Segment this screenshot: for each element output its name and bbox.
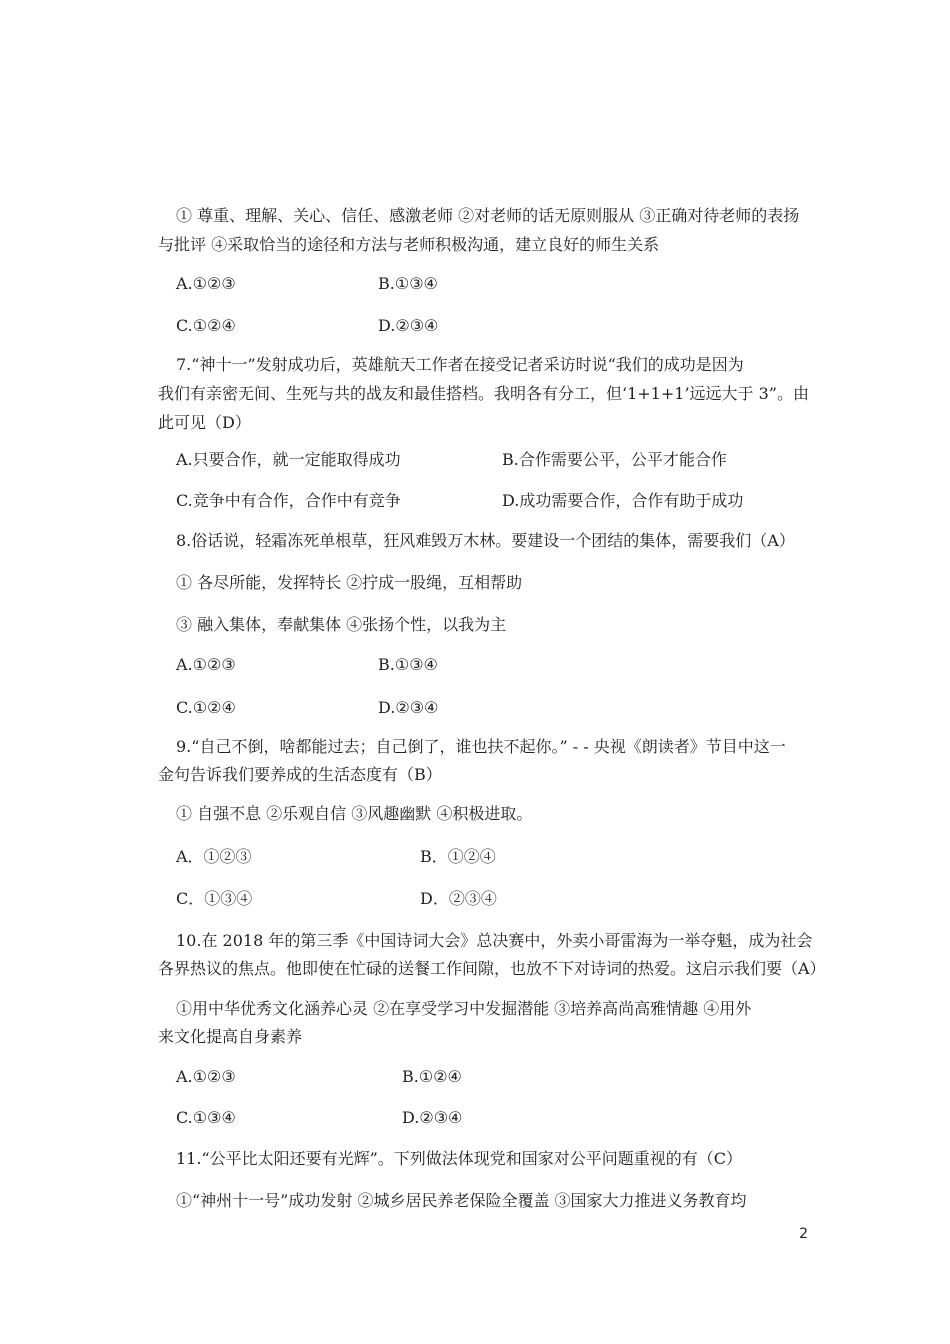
q10-option-b: B.①②④	[402, 1067, 462, 1086]
q9-option-a: A．①②③	[176, 847, 252, 866]
q7-option-b: B.合作需要公平，公平才能合作	[502, 450, 727, 469]
q7-question-line-1: 7.“神十一”发射成功后，英雄航天工作者在接受记者采访时说“我们的成功是因为	[176, 355, 744, 374]
q7-question-line-2: 我们有亲密无间、生死与共的战友和最佳搭档。我明各有分工，但‘1+1+1’远远大于 3”。由	[158, 384, 809, 403]
q8-option-a: A.①②③	[176, 655, 236, 674]
q9-question-line-1: 9.“自己不倒，啥都能过去；自己倒了，谁也扶不起你。” - - 央视《朗读者》节目中这一	[176, 737, 786, 756]
q6-option-a: A.①②③	[176, 274, 236, 293]
q8-statement-2: ③ 融入集体，奉献集体 ④张扬个性，以我为主	[176, 615, 507, 634]
q11-statement-1: ①“神州十一号”成功发射 ②城乡居民养老保险全覆盖 ③国家大力推进义务教育均	[176, 1191, 747, 1210]
q7-question-line-3: 此可见（D）	[158, 413, 251, 432]
q6-statement-line-1: ① 尊重、理解、关心、信任、感激老师 ②对老师的话无原则服从 ③正确对待老师的表扬	[176, 206, 800, 225]
q11-question-line-1: 11.“公平比太阳还要有光辉”。下列做法体现党和国家对公平问题重视的有（C）	[176, 1149, 743, 1168]
q9-statement-1: ① 自强不息 ②乐观自信 ③风趣幽默 ④积极进取。	[176, 804, 533, 823]
q10-option-c: C.①③④	[176, 1108, 236, 1127]
q9-option-d: D．②③④	[420, 889, 497, 908]
q8-option-c: C.①②④	[176, 698, 236, 717]
q8-statement-1: ① 各尽所能，发挥特长 ②拧成一股绳，互相帮助	[176, 573, 523, 592]
q10-option-d: D.②③④	[402, 1108, 463, 1127]
q7-option-c: C.竞争中有合作，合作中有竞争	[176, 491, 401, 510]
q6-statement-line-2: 与批评 ④采取恰当的途径和方法与老师积极沟通，建立良好的师生关系	[158, 235, 660, 254]
q9-option-b: B．①②④	[420, 847, 496, 866]
q9-question-line-2: 金句告诉我们要养成的生活态度有（B）	[158, 765, 442, 784]
q9-option-c: C．①③④	[176, 889, 253, 908]
q10-question-line-2: 各界热议的焦点。他即使在忙碌的送餐工作间隙，也放不下对诗词的热爱。这启示我们要（A）	[158, 959, 826, 978]
q6-option-b: B.①③④	[378, 274, 438, 293]
q6-option-c: C.①②④	[176, 316, 236, 335]
q8-question-line-1: 8.俗话说，轻霜冻死单根草，狂风难毁万木林。要建设一个团结的集体，需要我们（A）	[176, 531, 795, 550]
q8-option-d: D.②③④	[378, 698, 439, 717]
page-number: 2	[799, 1226, 808, 1242]
q6-option-d: D.②③④	[378, 316, 439, 335]
q7-option-d: D.成功需要合作，合作有助于成功	[502, 491, 744, 510]
q10-statement-line-2: 来文化提高自身素养	[158, 1027, 303, 1046]
q7-option-a: A.只要合作，就一定能取得成功	[176, 450, 401, 469]
q10-statement-line-1: ①用中华优秀文化涵养心灵 ②在享受学习中发掘潜能 ③培养高尚高雅情趣 ④用外	[176, 999, 752, 1018]
q10-option-a: A.①②③	[176, 1067, 236, 1086]
q10-question-line-1: 10.在 2018 年的第三季《中国诗词大会》总决赛中，外卖小哥雷海为一举夺魁，成为社会	[176, 931, 813, 950]
q8-option-b: B.①③④	[378, 655, 438, 674]
